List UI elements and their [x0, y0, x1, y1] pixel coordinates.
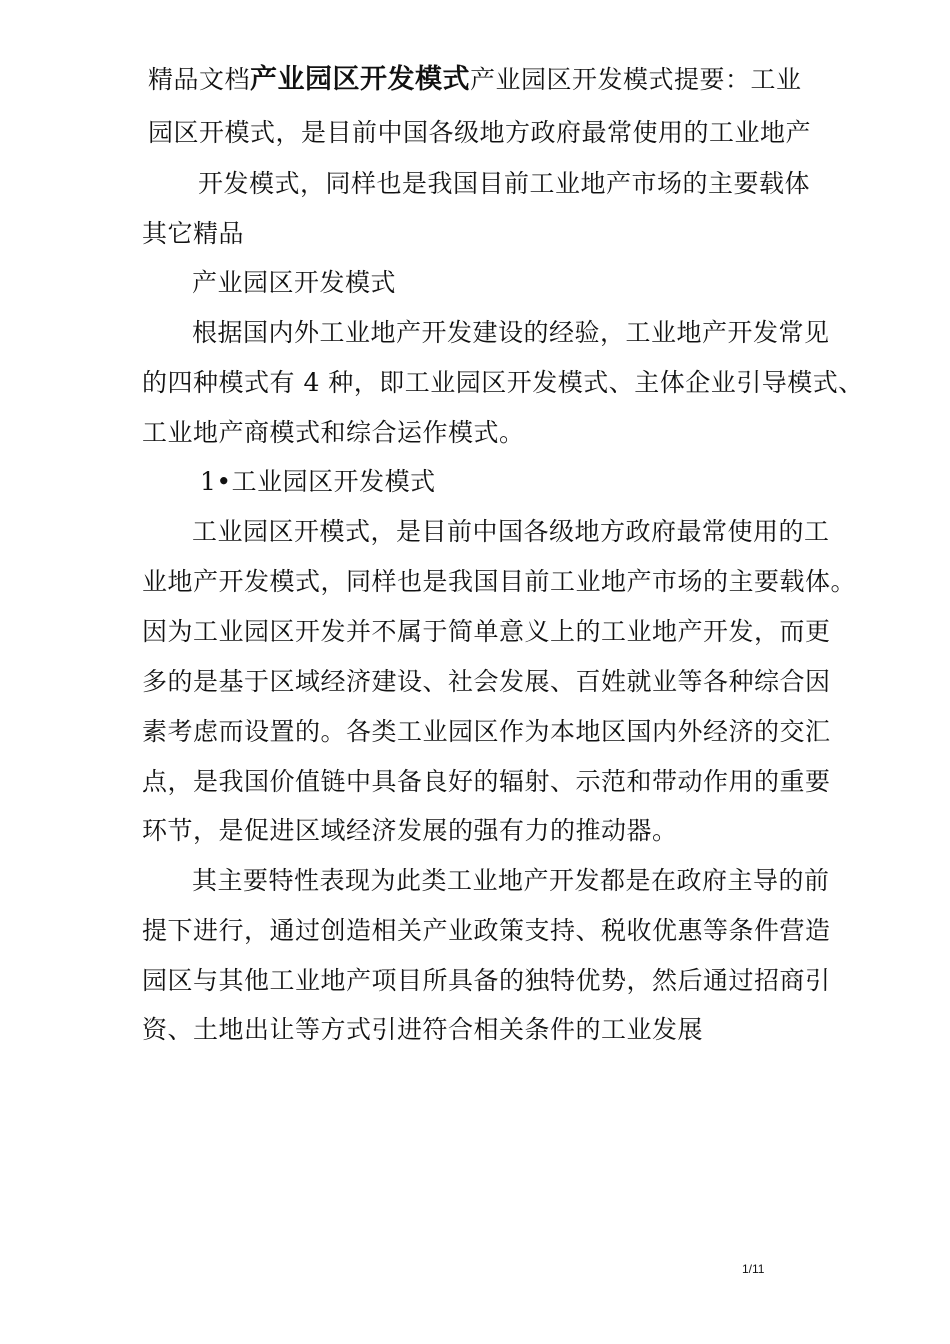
paragraph-1-line: 的四种模式有 4 种，即工业园区开发模式、主体企业引导模式、 [142, 368, 864, 397]
paragraph-2-line: 多的是基于区域经济建设、社会发展、百姓就业等各种综合因 [142, 667, 831, 696]
paragraph-2-line: 点，是我国价值链中具备良好的辐射、示范和带动作用的重要 [142, 767, 831, 796]
header-line-1 [148, 64, 802, 96]
paragraph-2-line: 业地产开发模式，同样也是我国目前工业地产市场的主要载体。 [142, 567, 857, 596]
section-heading: 产业园区开发模式 [192, 268, 397, 297]
paragraph-3-line: 园区与其他工业地产项目所具备的独特优势，然后通过招商引 [142, 966, 831, 995]
paragraph-2-line: 因为工业园区开发并不属于简单意义上的工业地产开发，而更 [142, 617, 831, 646]
subheading: 1•工业园区开发模式 [200, 467, 436, 496]
paragraph-2-line: 环节，是促进区域经济发展的强有力的推动器。 [142, 816, 678, 845]
header-summary: 产业园区开发模式提要：工业 [470, 65, 802, 94]
paragraph-3-line: 资、土地出让等方式引进符合相关条件的工业发展 [142, 1015, 704, 1044]
paragraph-3-line: 提下进行，通过创造相关产业政策支持、税收优惠等条件营造 [142, 916, 831, 945]
header-line-4: 其它精品 [142, 219, 245, 248]
document-title: 产业园区开发模式 [250, 64, 471, 95]
page-number: 1/11 [742, 1262, 765, 1276]
paragraph-2-line: 素考虑而设置的。各类工业园区作为本地区国内外经济的交汇 [142, 717, 831, 746]
paragraph-2-line: 工业园区开模式，是目前中国各级地方政府最常使用的工 [192, 517, 830, 546]
paragraph-3-line: 其主要特性表现为此类工业地产开发都是在政府主导的前 [192, 866, 830, 895]
paragraph-1-line: 工业地产商模式和综合运作模式。 [142, 418, 525, 447]
header-prefix: 精品文档 [148, 65, 251, 94]
header-line-3: 开发模式，同样也是我国目前工业地产市场的主要载体 [198, 169, 811, 198]
header-line-2: 园区开模式，是目前中国各级地方政府最常使用的工业地产 [148, 118, 812, 147]
paragraph-1-line: 根据国内外工业地产开发建设的经验，工业地产开发常见 [192, 318, 830, 347]
